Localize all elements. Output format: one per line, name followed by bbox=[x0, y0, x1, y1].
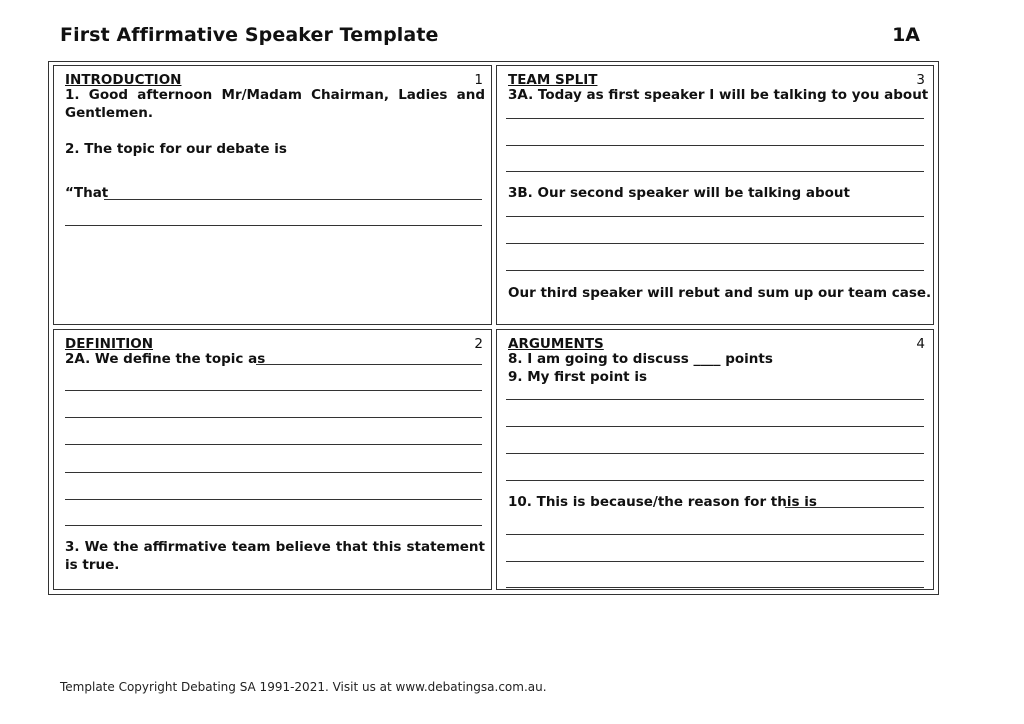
topic-blank-line-2[interactable] bbox=[65, 225, 482, 226]
introduction-section bbox=[53, 65, 492, 325]
arguments-number: 4 bbox=[916, 336, 925, 352]
define-topic-text: 2A. We define the topic as bbox=[65, 351, 266, 367]
first-point-line-1[interactable] bbox=[506, 399, 924, 400]
introduction-heading: INTRODUCTION bbox=[65, 72, 182, 88]
team-split-section bbox=[496, 65, 934, 325]
topic-blank-line-1[interactable] bbox=[104, 199, 482, 200]
introduction-number: 1 bbox=[474, 72, 483, 88]
arguments-heading: ARGUMENTS bbox=[508, 336, 604, 352]
definition-line-2[interactable] bbox=[65, 417, 482, 418]
greeting-text: 1. Good afternoon Mr/Madam Chairman, Ladies and Gentlemen. bbox=[65, 87, 485, 121]
first-point-line-2[interactable] bbox=[506, 426, 924, 427]
reason-line-2[interactable] bbox=[506, 561, 924, 562]
second-speaker-line-1[interactable] bbox=[506, 216, 924, 217]
points-count-text: 8. I am going to discuss ____ points bbox=[508, 351, 773, 367]
definition-line-3[interactable] bbox=[65, 444, 482, 445]
copyright-footer: Template Copyright Debating SA 1991-2021. Visit us at www.debatingsa.com.au. bbox=[60, 680, 547, 694]
first-speaker-text: 3A. Today as first speaker I will be talking to you about bbox=[508, 87, 929, 103]
reason-line-3[interactable] bbox=[506, 587, 924, 588]
first-point-line-3[interactable] bbox=[506, 453, 924, 454]
arguments-section bbox=[496, 329, 934, 590]
first-point-text: 9. My first point is bbox=[508, 369, 648, 385]
second-speaker-line-3[interactable] bbox=[506, 270, 924, 271]
team-split-heading: TEAM SPLIT bbox=[508, 72, 598, 88]
template-code: 1A bbox=[892, 24, 920, 46]
first-speaker-line-3[interactable] bbox=[506, 171, 924, 172]
definition-line-6[interactable] bbox=[65, 525, 482, 526]
topic-intro-text: 2. The topic for our debate is bbox=[65, 141, 287, 157]
definition-line-5[interactable] bbox=[65, 499, 482, 500]
definition-line-0[interactable] bbox=[256, 364, 482, 365]
first-speaker-line-1[interactable] bbox=[506, 118, 924, 119]
definition-line-4[interactable] bbox=[65, 472, 482, 473]
third-speaker-text: Our third speaker will rebut and sum up our team case. bbox=[508, 285, 932, 301]
affirmative-belief-text: 3. We the affirmative team believe that this statement is true. bbox=[65, 539, 485, 573]
second-speaker-text: 3B. Our second speaker will be talking about bbox=[508, 185, 850, 201]
reason-line-1[interactable] bbox=[506, 534, 924, 535]
team-split-number: 3 bbox=[916, 72, 925, 88]
page-title: First Affirmative Speaker Template bbox=[60, 24, 439, 46]
second-speaker-line-2[interactable] bbox=[506, 243, 924, 244]
definition-heading: DEFINITION bbox=[65, 336, 154, 352]
first-speaker-line-2[interactable] bbox=[506, 145, 924, 146]
definition-number: 2 bbox=[474, 336, 483, 352]
definition-section bbox=[53, 329, 492, 590]
definition-line-1[interactable] bbox=[65, 390, 482, 391]
reason-line-0[interactable] bbox=[785, 507, 924, 508]
reason-text: 10. This is because/the reason for this is bbox=[508, 494, 817, 510]
first-point-line-4[interactable] bbox=[506, 480, 924, 481]
topic-that-text: “That bbox=[65, 185, 109, 201]
